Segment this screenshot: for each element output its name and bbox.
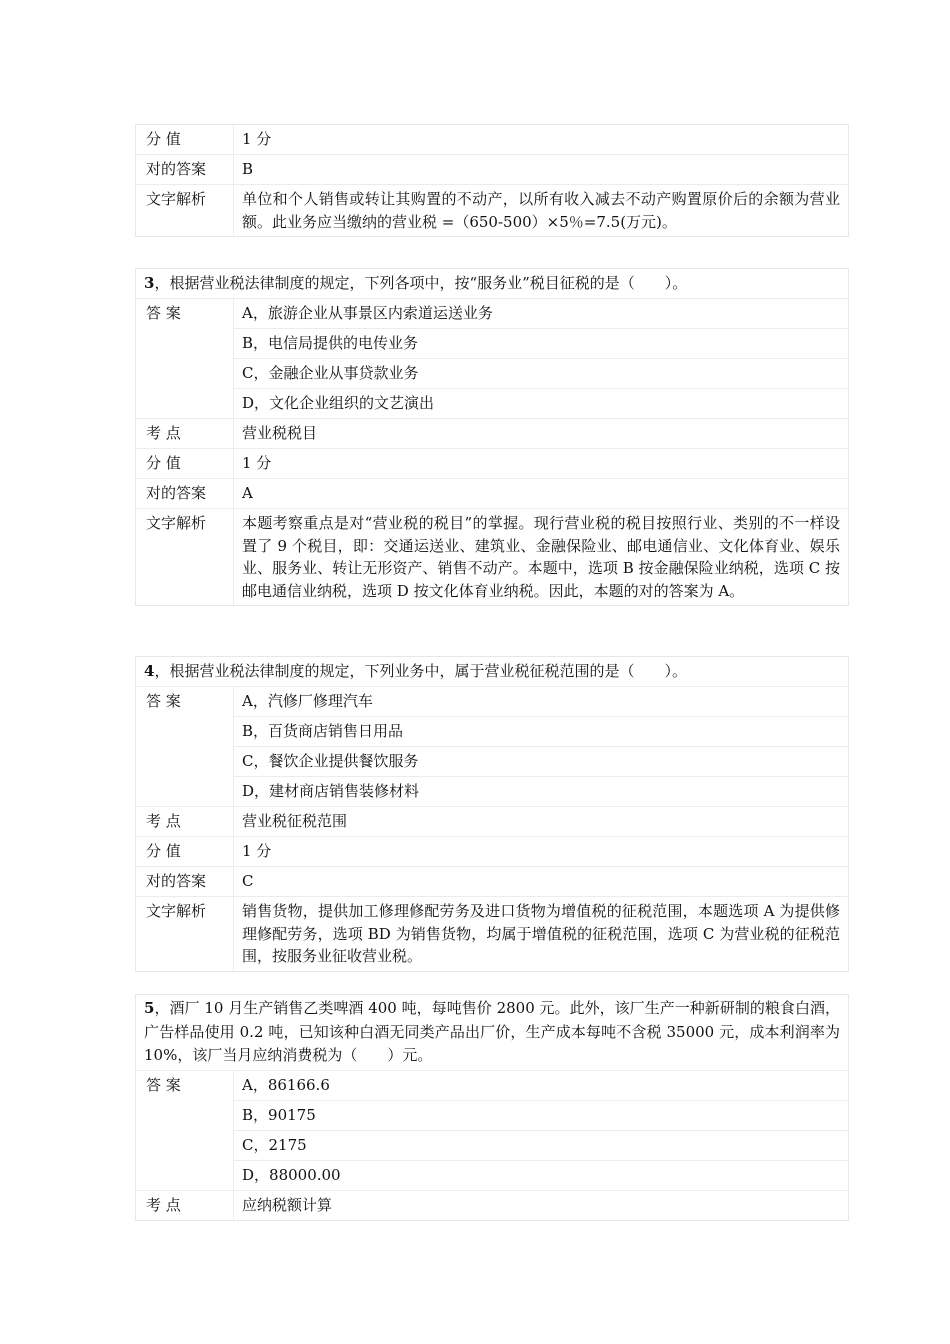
question-4: [135, 656, 849, 972]
question-text: ，根据营业税法律制度的规定，下列业务中，属于营业税征税范围的是（ ）。: [154, 662, 687, 680]
correct-answer-row: [136, 155, 848, 185]
answer-label: 答 案: [136, 1071, 234, 1190]
score-value: 1 分: [242, 130, 272, 148]
point-value: 营业税征税范围: [242, 812, 348, 830]
option-c: C，餐饮企业提供餐饮服务: [234, 747, 848, 777]
score-row: [136, 837, 848, 867]
option-c: C，2175: [234, 1131, 848, 1161]
score-value: 1 分: [242, 842, 272, 860]
question-number: 3: [144, 274, 155, 292]
score-label: 分 值: [136, 125, 234, 154]
question-stem: [136, 269, 848, 299]
point-value: 应纳税额计算: [242, 1195, 333, 1214]
correct-answer-value: C: [242, 872, 254, 890]
question-number: 5: [144, 999, 155, 1017]
question-text: ，酒厂 10 月生产销售乙类啤酒 400 吨，每吨售价 2800 元。此外，该厂生产一种新研制的粮食白酒，广告样品使用 0.2 吨，已知该种白酒无同类产品出厂价，生产成本每吨不含税 35000 元，成本利润率为 10%，该厂当月应纳消费税为（ ）元。: [144, 999, 840, 1064]
question-number: 4: [144, 662, 155, 680]
analysis-text: 单位和个人销售或转让其购置的不动产，以所有收入减去不动产购置原价后的余额为营业额。此业务应当缴纳的营业税 =（650-500）×5％=7.5(万元)。: [242, 190, 840, 231]
correct-answer-value: A: [242, 484, 253, 502]
point-label: 考 点: [136, 1191, 234, 1220]
correct-answer-row: [136, 867, 848, 897]
analysis-row: [136, 509, 848, 605]
score-label: 分 值: [136, 449, 234, 478]
point-value: 营业税税目: [242, 424, 318, 442]
score-row: [136, 125, 848, 155]
option-c: C，金融企业从事贷款业务: [234, 359, 848, 389]
analysis-label: 文字解析: [136, 509, 234, 605]
score-label: 分 值: [136, 837, 234, 866]
option-b: B，90175: [234, 1101, 848, 1131]
option-d: D，88000.00: [242, 1165, 341, 1184]
option-b: B，电信局提供的电传业务: [234, 329, 848, 359]
question-2-tail: [135, 124, 849, 237]
options-list: [234, 299, 848, 418]
correct-answer-label: 对的答案: [136, 155, 234, 184]
point-row: [136, 807, 848, 837]
analysis-label: 文字解析: [136, 185, 234, 236]
option-a: A，86166.6: [234, 1071, 848, 1101]
answer-label: 答 案: [136, 687, 234, 806]
score-value: 1 分: [242, 454, 272, 472]
option-a: A，汽修厂修理汽车: [234, 687, 848, 717]
score-row: [136, 449, 848, 479]
correct-answer-row: [136, 479, 848, 509]
correct-answer-label: 对的答案: [136, 867, 234, 896]
point-label: 考 点: [136, 419, 234, 448]
analysis-row: [136, 897, 848, 971]
option-d: D，文化企业组织的文艺演出: [242, 394, 435, 412]
analysis-text: 本题考察重点是对“营业税的税目”的掌握。现行营业税的税目按照行业、类别的不一样设置了 9 个税目，即：交通运送业、建筑业、金融保险业、邮电通信业、文化体育业、娱乐业、服务业、转让无形资产、销售不动产。本题中，选项 B 按金融保险业纳税，选项 C 按邮电通信业纳税，选项 D 按文化体育业纳税。因此，本题的对的答案为 A。: [242, 514, 840, 600]
analysis-text: 销售货物，提供加工修理修配劳务及进口货物为增值税的征税范围，本题选项 A 为提供修理修配劳务，选项 BD 为销售货物，均属于增值税的征税范围，选项 C 为营业税的征税范围，按服务业征收营业税。: [242, 902, 840, 965]
options-list: [234, 687, 848, 806]
analysis-row: [136, 185, 848, 236]
options-row: [136, 1071, 848, 1191]
point-label: 考 点: [136, 807, 234, 836]
options-list: [234, 1071, 848, 1190]
analysis-label: 文字解析: [136, 897, 234, 971]
question-3: [135, 268, 849, 606]
point-row: [136, 419, 848, 449]
point-row: [136, 1191, 848, 1220]
option-a: A，旅游企业从事景区内索道运送业务: [234, 299, 848, 329]
question-text: ，根据营业税法律制度的规定，下列各项中，按“服务业”税目征税的是（ ）。: [154, 274, 688, 292]
answer-label: 答 案: [136, 299, 234, 418]
options-row: [136, 687, 848, 807]
options-row: [136, 299, 848, 419]
option-b: B，百货商店销售日用品: [234, 717, 848, 747]
option-d: D，建材商店销售装修材料: [242, 782, 420, 800]
question-5: [135, 994, 849, 1221]
question-stem: [136, 995, 848, 1071]
question-stem: [136, 657, 848, 687]
correct-answer-label: 对的答案: [136, 479, 234, 508]
correct-answer-value: B: [242, 160, 254, 178]
